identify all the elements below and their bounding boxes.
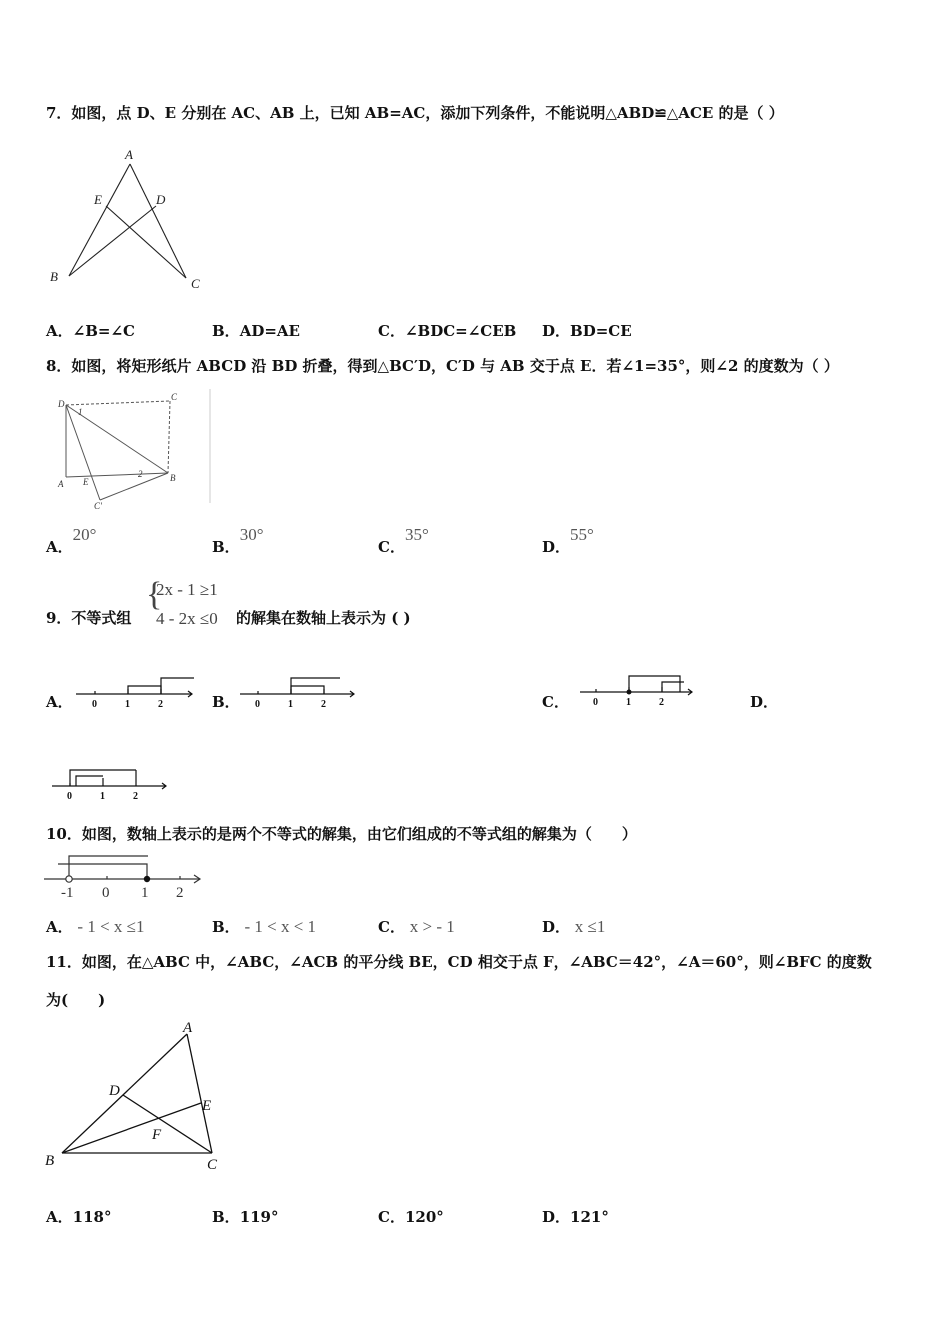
q11-label-b: B xyxy=(45,1153,55,1169)
q10-option-b[interactable]: B． - 1 < x < 1 xyxy=(212,917,317,936)
q8-label-c: C xyxy=(171,392,178,402)
q9-numberline-c xyxy=(576,668,706,712)
q11-text-line1: 11．如图，在△ABC 中，∠ABC，∠ACB 的平分线 BE，CD 相交于点 F，∠ABC＝42°，∠A＝60°，则∠BFC 的度数 xyxy=(46,953,872,971)
q9-c-tick-2: 2 xyxy=(659,697,664,708)
q10-text: 10．如图，数轴上表示的是两个不等式的解集，由它们组成的不等式组的解集为（ ） xyxy=(46,825,637,843)
q8-edge-ab xyxy=(66,473,168,477)
q9-c-tick-0: 0 xyxy=(593,697,598,708)
q8-text: 8．如图，将矩形纸片 ABCD 沿 BD 折叠，得到△BC′D，C′D 与 AB 交于点 E．若∠1=35°，则∠2 的度数为（ ） xyxy=(46,357,839,375)
q10-tick-neg1: -1 xyxy=(61,885,74,901)
q7-option-d[interactable]: D．BD=CE xyxy=(542,322,632,340)
q11-option-a[interactable]: A．118° xyxy=(46,1208,112,1226)
q8-edge-cpb xyxy=(100,473,168,500)
q9-option-b[interactable]: B． xyxy=(212,693,240,711)
q7-segment-bd xyxy=(69,206,156,276)
q8-label-a: A xyxy=(58,479,64,489)
q7-option-a[interactable]: A．∠B=∠C xyxy=(46,322,135,340)
q11-label-a: A xyxy=(183,1020,193,1036)
q9-option-d[interactable]: D． xyxy=(750,693,779,711)
q9-numberline-b xyxy=(236,672,366,712)
q8-edge-cb xyxy=(168,401,170,473)
q9-numberline-d xyxy=(48,762,178,804)
q9-b-tick-0: 0 xyxy=(255,699,260,710)
q7-option-b[interactable]: B．AD=AE xyxy=(212,322,300,340)
q10-tick-0: 0 xyxy=(102,885,110,901)
q7-figure xyxy=(40,140,220,300)
q9-b-tick-1: 1 xyxy=(288,699,293,710)
q10-tick-2: 2 xyxy=(176,885,184,901)
q9-c-tick-1: 1 xyxy=(626,697,631,708)
q9-d-tick-2: 2 xyxy=(133,791,138,802)
q8-label-e: E xyxy=(83,477,89,487)
q9-d-tick-1: 1 xyxy=(100,791,105,802)
q10-option-a[interactable]: A． - 1 < x ≤1 xyxy=(46,917,145,936)
q9-a-tick-0: 0 xyxy=(92,699,97,710)
q11-label-d: D xyxy=(109,1083,120,1099)
q8-figure xyxy=(50,385,220,515)
q11-option-d[interactable]: D．121° xyxy=(542,1208,609,1226)
q8-label-cprime: C' xyxy=(94,501,102,511)
q8-option-c[interactable]: C．35° xyxy=(378,525,429,556)
q7-segment-ce xyxy=(106,206,186,278)
q9-d-tick-0: 0 xyxy=(67,791,72,802)
q9-inequality-1: 2x - 1 ≥1 xyxy=(156,580,218,599)
q9-suffix: 的解集在数轴上表示为 ( ) xyxy=(236,609,411,627)
q10-tick-1: 1 xyxy=(141,885,149,901)
q9-option-c[interactable]: C． xyxy=(542,693,569,711)
q9-a-tick-1: 1 xyxy=(125,699,130,710)
q11-bisector-be xyxy=(62,1103,201,1153)
q7-text: 7．如图，点 D、E 分别在 AC、AB 上，已知 AB=AC，添加下列条件，不能说明△ABD≌△ACE 的是（ ） xyxy=(46,104,784,122)
q9-brace: { xyxy=(146,576,163,613)
q8-label-angle1: 1 xyxy=(78,407,83,417)
q9-inequality-2: 4 - 2x ≤0 xyxy=(156,609,218,628)
q7-label-e: E xyxy=(94,192,102,207)
q11-figure xyxy=(40,1015,240,1180)
q7-option-c[interactable]: C．∠BDC=∠CEB xyxy=(378,322,517,340)
q8-label-b: B xyxy=(170,473,176,483)
q7-label-d: D xyxy=(156,192,166,207)
q8-option-d[interactable]: D．55° xyxy=(542,525,594,556)
q9-a-tick-2: 2 xyxy=(158,699,163,710)
q11-option-b[interactable]: B．119° xyxy=(212,1208,279,1226)
q11-side-ac xyxy=(187,1034,212,1153)
q10-option-c[interactable]: C． x > - 1 xyxy=(378,917,455,936)
q8-edge-dc xyxy=(66,401,170,405)
q7-label-c: C xyxy=(191,276,200,291)
q9-numberline-a xyxy=(72,672,202,712)
q11-label-f: F xyxy=(152,1127,162,1143)
q9-b-tick-2: 2 xyxy=(321,699,326,710)
q10-numberline xyxy=(40,846,210,902)
q7-side-ac xyxy=(130,164,186,278)
q11-label-e: E xyxy=(202,1098,212,1114)
q11-text-line2: 为( ) xyxy=(46,991,106,1009)
q9-prefix: 9．不等式组 xyxy=(46,609,132,627)
q8-label-d: D xyxy=(58,399,65,409)
q11-side-ba xyxy=(62,1034,187,1153)
q9-option-a[interactable]: A． xyxy=(46,693,73,711)
q8-label-angle2: 2 xyxy=(138,469,143,479)
q7-label-b: B xyxy=(50,269,58,284)
q8-option-b[interactable]: B．30° xyxy=(212,525,264,556)
q11-option-c[interactable]: C．120° xyxy=(378,1208,444,1226)
q11-label-c: C xyxy=(207,1157,218,1173)
q7-label-a: A xyxy=(125,147,133,162)
q8-option-a[interactable]: A．20° xyxy=(46,525,97,556)
q10-option-d[interactable]: D． x ≤1 xyxy=(542,917,606,936)
